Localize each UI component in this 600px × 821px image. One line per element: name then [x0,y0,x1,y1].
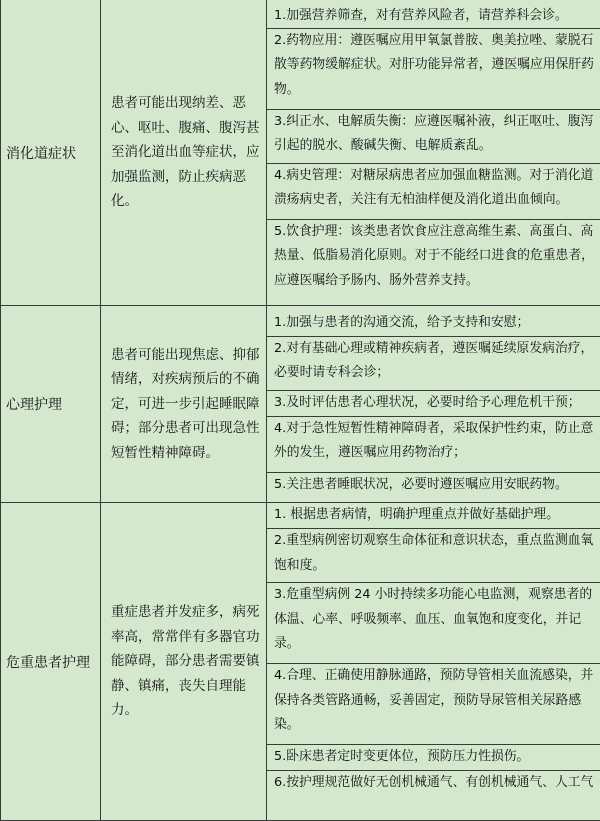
table-row [1,0,600,306]
measure-item: 4.对于急性短暂性精神障碍者，采取保护性约束，防止意外的发生，遵医嘱应用药物治疗； [267,417,600,473]
category-cell: 危重患者护理 [1,503,101,821]
category-cell: 心理护理 [1,306,101,503]
measure-item: 2.重型病例密切观察生命体征和意识状态，重点监测血氧饱和度。 [267,529,600,583]
measure-item: 2.药物应用：遵医嘱应用甲氧氯普胺、奥美拉唑、蒙脱石散等药物缓解症状。对肝功能异常者，遵医嘱应用保肝药物。 [267,29,600,110]
description-cell: 患者可能出现纳差、恶心、呕吐、腹痛、腹泻甚至消化道出血等症状，应加强监测，防止疾病恶化。 [101,0,267,306]
measures-cell [267,503,600,821]
measure-item: 5.关注患者睡眠状况，必要时遵医嘱应用安眠药物。 [267,473,600,498]
measure-item: 4.合理、正确使用静脉通路，预防导管相关血流感染，并保持各类管路通畅，妥善固定，预防导尿管相关尿路感染。 [267,664,600,745]
measure-item: 6.按护理规范做好无创机械通气、有创机械通气、人工气 [267,771,600,801]
measure-item: 1. 根据患者病情，明确护理重点并做好基础护理。 [267,503,600,529]
measures-cell [267,0,600,306]
category-cell: 消化道症状 [1,0,101,306]
measure-item: 1.加强与患者的沟通交流，给予支持和安慰； [267,311,600,337]
measure-item: 4.病史管理：对糖尿病患者应加强血糖监测。对于消化道溃疡病史者，关注有无柏油样便及消化道出血倾向。 [267,164,600,220]
measures-cell [267,306,600,503]
measure-item: 5.饮食护理：该类患者饮食应注意高维生素、高蛋白、高热量、低脂易消化原则。对于不能经口进食的危重患者，应遵医嘱给予肠内、肠外营养支持。 [267,220,600,302]
measure-item: 3.纠正水、电解质失衡：应遵医嘱补液，纠正呕吐、腹泻引起的脱水、酸碱失衡、电解质紊乱。 [267,110,600,164]
description-cell: 患者可能出现焦虑、抑郁情绪，对疾病预后的不确定，可进一步引起睡眠障碍；部分患者可出现急性短暂性精神障碍。 [101,306,267,503]
measure-item: 3.及时评估患者心理状况，必要时给予心理危机干预； [267,391,600,417]
measure-item: 2.对有基础心理或精神疾病者，遵医嘱延续原发病治疗，必要时请专科会诊； [267,337,600,391]
description-cell: 重症患者并发症多，病死率高，常常伴有多器官功能障碍，部分患者需要镇静、镇痛，丧失自理能力。 [101,503,267,821]
measure-item: 5.卧床患者定时变更体位，预防压力性损伤。 [267,745,600,771]
table-row [1,306,600,503]
measure-item: 1.加强营养筛查，对有营养风险者，请营养科会诊。 [267,4,600,29]
table-row [1,503,600,821]
measure-item: 3.危重型病例 24 小时持续多功能心电监测，观察患者的体温、心率、呼吸频率、血压、血氧饱和度变化，并记录。 [267,583,600,664]
